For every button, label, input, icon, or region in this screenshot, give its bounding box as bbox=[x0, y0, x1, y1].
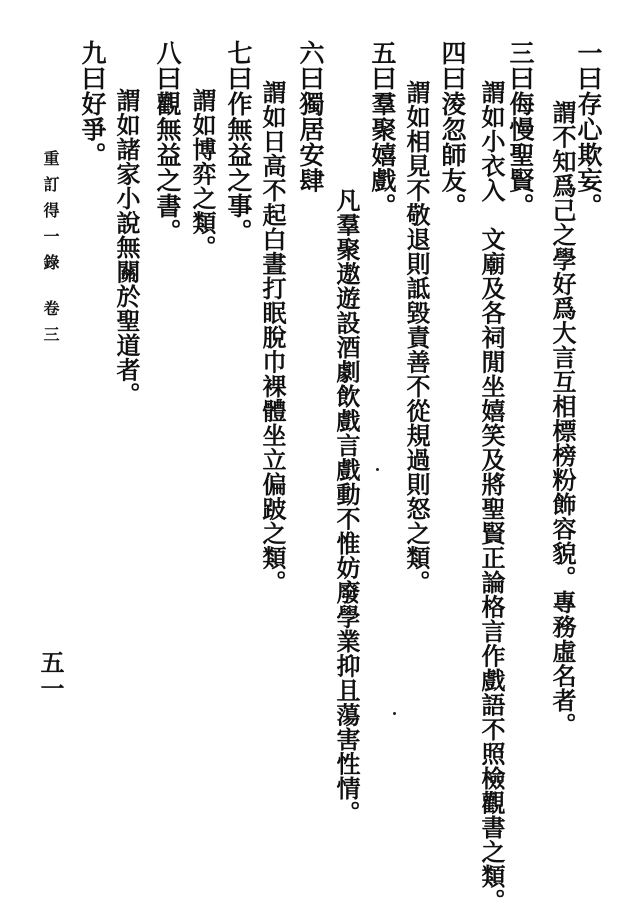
print-speck bbox=[376, 468, 379, 471]
print-speck bbox=[393, 712, 396, 715]
section-description-4: 謂如相見不敬退則詆毀責善不從規過則怒之類。 bbox=[402, 80, 431, 595]
section-description-7: 謂如博弈之類。 bbox=[188, 88, 217, 260]
section-heading-7: 七曰作無益之事。 bbox=[224, 40, 253, 244]
page-number: 五一 bbox=[36, 650, 65, 702]
section-description-1: 謂不知爲己之學好爲大言互相標榜粉飾容貌。專務虛名者。 bbox=[548, 100, 577, 737]
section-heading-3: 三曰侮慢聖賢。 bbox=[506, 40, 535, 219]
book-title: 重訂得一錄 bbox=[41, 150, 60, 280]
section-heading-4: 四曰淩忽師友。 bbox=[438, 40, 467, 219]
section-heading-9: 九曰好爭。 bbox=[78, 40, 107, 168]
section-description-3: 謂如小衣入 文廟及各祠閒坐嬉笑及將聖賢正論格言作戲語不照檢觀書之類。 bbox=[477, 80, 506, 913]
section-heading-1: 一曰存心欺妄。 bbox=[574, 40, 603, 219]
section-description-5: 凡羣聚遨遊設酒劇飲戲言戲動不惟妨廢學業抑且蕩害性情。 bbox=[332, 188, 361, 825]
section-description-6: 謂如日高不起白晝打眠脫巾裸體坐立偏跛之類。 bbox=[258, 80, 287, 595]
section-heading-8: 八曰觀無益之書。 bbox=[153, 40, 182, 244]
section-heading-6: 六曰獨居安肆 bbox=[296, 40, 325, 193]
volume-number: 卷三 bbox=[41, 300, 60, 352]
section-description-8: 謂如諸家小說無關於聖道者。 bbox=[112, 88, 141, 407]
section-heading-5: 五曰羣聚嬉戲。 bbox=[368, 40, 397, 219]
